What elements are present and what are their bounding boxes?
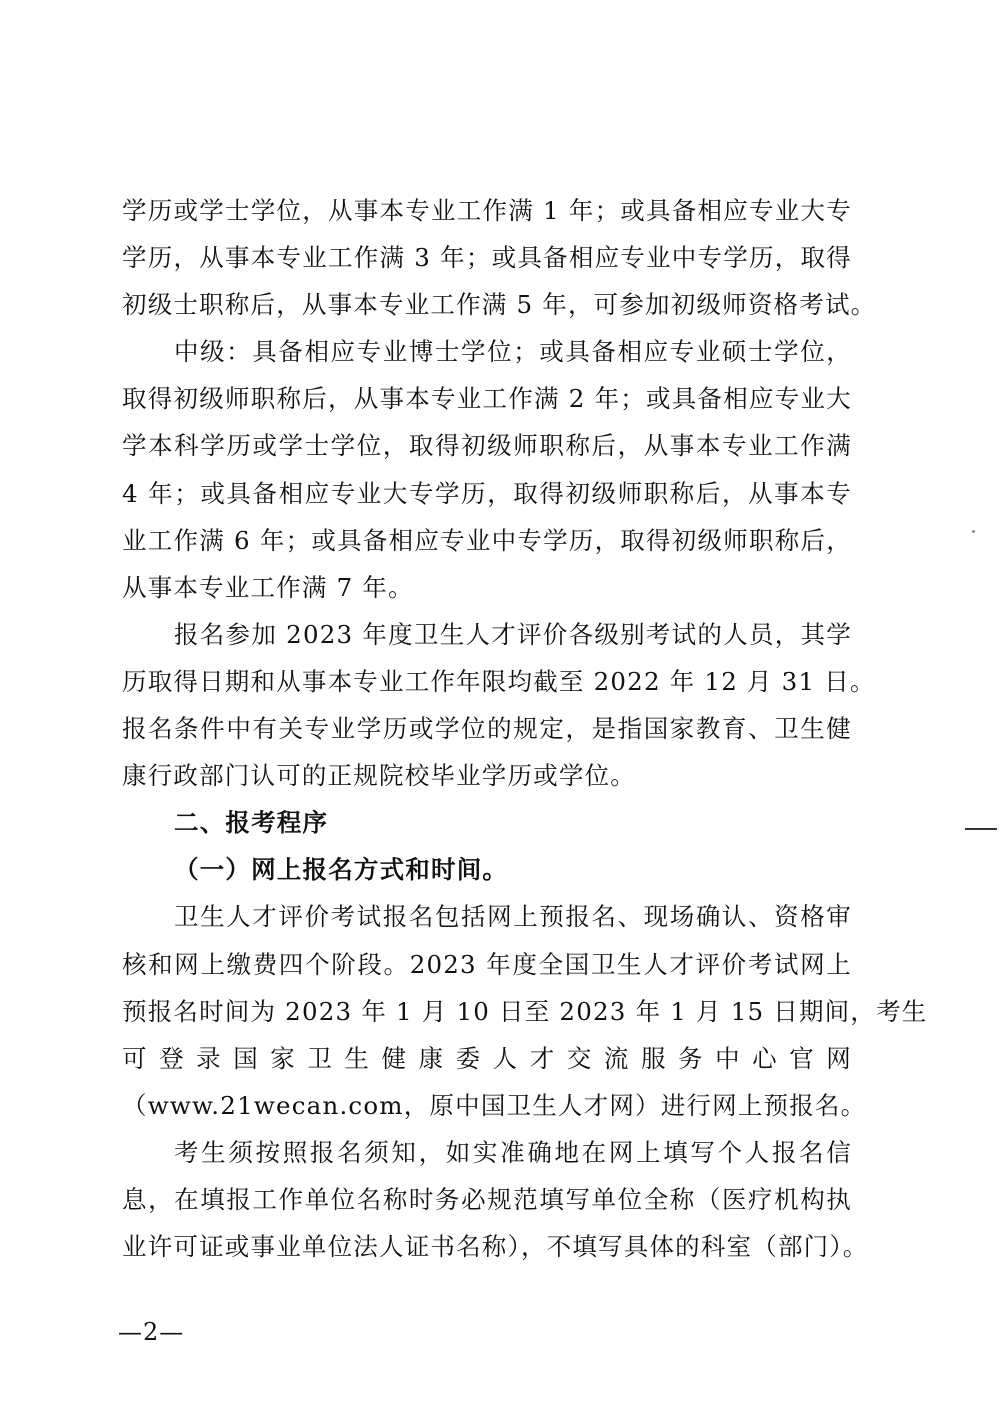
document-body	[122, 187, 928, 1270]
scan-margin-mark	[965, 828, 997, 830]
text-line: 学历，从事本专业工作满 3 年；或具备相应专业中专学历，取得	[122, 243, 852, 273]
text-line: 核和网上缴费四个阶段。2023 年度全国卫生人才评价考试网上	[122, 949, 852, 979]
text-line: （www.21wecan.com，原中国卫生人才网）进行网上预报名。	[122, 1090, 867, 1120]
text-line: 业工作满 6 年；或具备相应专业中专学历，取得初级师职称后，	[122, 525, 852, 555]
text-line: 取得初级师职称后，从事本专业工作满 2 年；或具备相应专业大	[122, 384, 852, 414]
paragraph-qualification-intermediate	[122, 328, 852, 611]
text-line: 预报名时间为 2023 年 1 月 10 日至 2023 年 1 月 15 日期间，考生	[122, 996, 928, 1026]
paragraph-fill-info	[122, 1129, 869, 1270]
page-number: —2—	[118, 1318, 185, 1346]
text-line: 学历或学士学位，从事本专业工作满 1 年；或具备相应专业大专	[122, 196, 852, 225]
text-line: 中级：具备相应专业博士学位；或具备相应专业硕士学位，	[174, 337, 852, 367]
scan-speck	[972, 530, 975, 533]
text-line: 卫生人才评价考试报名包括网上预报名、现场确认、资格审	[174, 902, 852, 932]
text-line: 考生须按照报名须知，如实准确地在网上填写个人报名信	[174, 1137, 852, 1167]
sub-heading-text: （一）网上报名方式和时间。	[174, 855, 509, 885]
text-line: 4 年；或具备相应专业大专学历，取得初级师职称后，从事本专	[122, 478, 852, 508]
paragraph-online-registration	[122, 893, 928, 1128]
text-line: 从事本专业工作满 7 年。	[122, 572, 414, 602]
paragraph-cutoff-date	[122, 611, 876, 799]
text-line: 历取得日期和从事本专业工作年限均截至 2022 年 12 月 31 日。	[122, 666, 876, 696]
text-line: 业许可证或事业单位法人证书名称），不填写具体的科室（部门）。	[122, 1232, 869, 1262]
text-line: 康行政部门认可的正规院校毕业学历或学位。	[122, 761, 636, 791]
text-line: 学本科学历或学士学位，取得初级师职称后，从事本专业工作满	[122, 431, 852, 461]
text-line: 初级士职称后，从事本专业工作满 5 年，可参加初级师资格考试。	[122, 290, 877, 320]
text-line: 可登录国家卫生健康委人才交流服务中心官网	[122, 1043, 852, 1073]
text-line: 报名参加 2023 年度卫生人才评价各级别考试的人员，其学	[174, 619, 852, 649]
text-line: 息，在填报工作单位名称时务必规范填写单位全称（医疗机构执	[122, 1184, 852, 1214]
sub-heading	[122, 846, 852, 893]
section-heading-text: 二、报考程序	[174, 808, 329, 838]
text-line: 报名条件中有关专业学历或学位的规定，是指国家教育、卫生健	[122, 714, 852, 744]
paragraph-qualification-junior-continued	[122, 187, 877, 328]
section-heading	[122, 799, 852, 846]
